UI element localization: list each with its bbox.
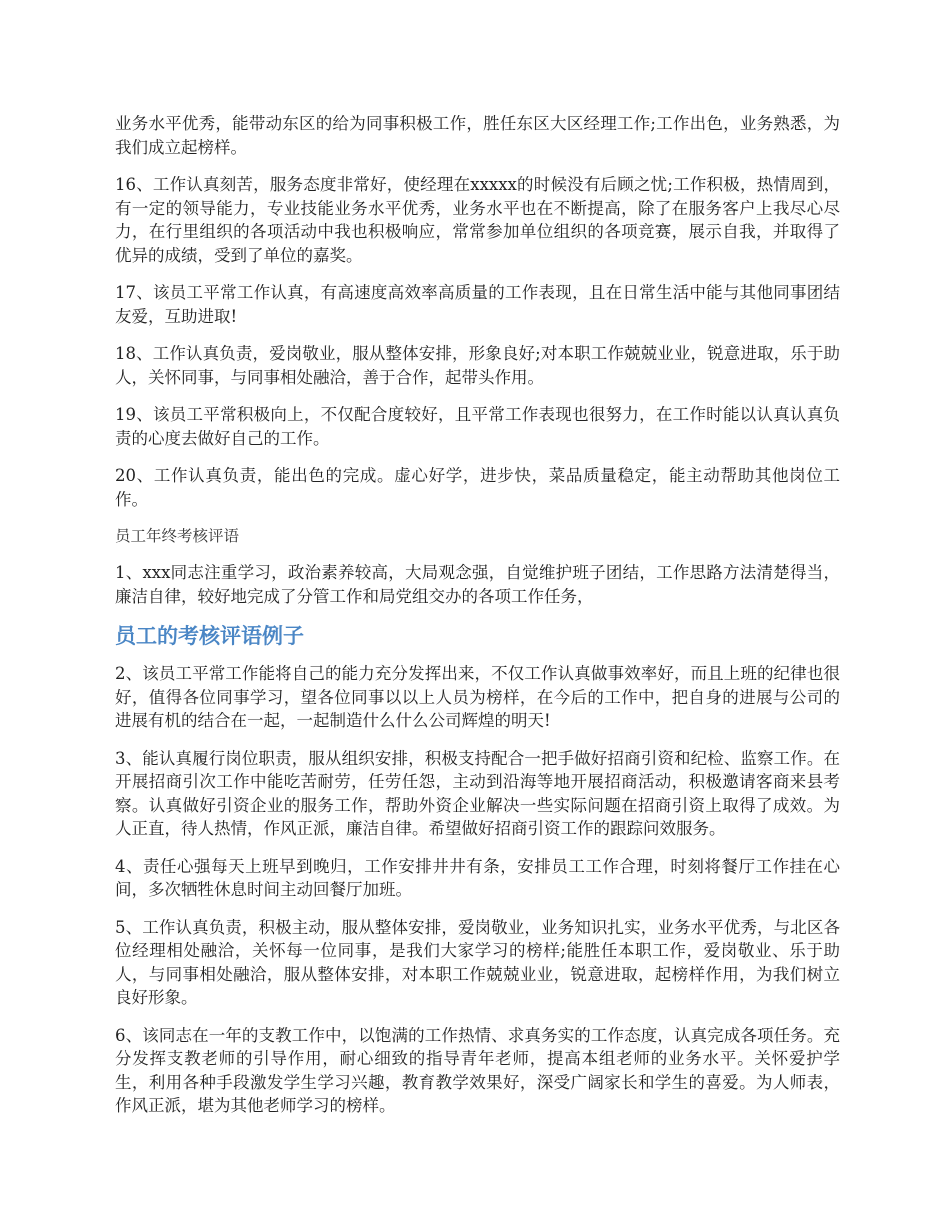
section-heading: 员工的考核评语例子 — [115, 624, 304, 648]
paragraph-5: 5、工作认真负责，积极主动，服从整体安排，爱岗敬业，业务知识扎实，业务水平优秀，与北区各位经理相处融洽，关怀每一位同事，是我们大家学习的榜样;能胜任本职工作，爱岗敬业、乐于助人，与同事相处融洽，服从整体安排，对本职工作兢兢业业，锐意进取，起榜样作用，为我们树立良好形象。 — [115, 917, 840, 1007]
section-label: 员工年终考核评语 — [115, 527, 240, 545]
paragraph-4: 4、责任心强每天上班早到晚归，工作安排井井有条，安排员工工作合理，时刻将餐厅工作挂在心间，多次牺牲休息时间主动回餐厅加班。 — [115, 856, 840, 899]
paragraph-2: 2、该员工平常工作能将自己的能力充分发挥出来，不仅工作认真做事效率好，而且上班的纪律也很好，值得各位同事学习，望各位同事以以上人员为榜样，在今后的工作中，把自身的进展与公司的进展有机的结合在一起，一起制造什么什么公司辉煌的明天! — [115, 664, 840, 730]
paragraph-18: 18、工作认真负责，爱岗敬业，服从整体安排，形象良好;对本职工作兢兢业业，锐意进取，乐于助人，关怀同事，与同事相处融洽，善于合作，起带头作用。 — [115, 344, 840, 387]
paragraph-19: 19、该员工平常积极向上，不仅配合度较好，且平常工作表现也很努力，在工作时能以认真认真负责的心度去做好自己的工作。 — [115, 405, 840, 448]
paragraph-20: 20、工作认真负责，能出色的完成。虚心好学，进步快，菜品质量稳定，能主动帮助其他岗位工作。 — [115, 466, 840, 509]
paragraph-1: 1、xxx同志注重学习，政治素养较高，大局观念强，自觉维护班子团结，工作思路方法清楚得当，廉洁自律，较好地完成了分管工作和局党组交办的各项工作任务， — [115, 563, 840, 606]
paragraph-17: 17、该员工平常工作认真，有高速度高效率高质量的工作表现，且在日常生活中能与其他同事团结友爱，互助进取! — [115, 283, 840, 326]
paragraph-3: 3、能认真履行岗位职责，服从组织安排，积极支持配合一把手做好招商引资和纪检、监察工作。在开展招商引次工作中能吃苦耐劳，任劳任怨，主动到沿海等地开展招商活动，积极邀请客商来县考察。认真做好引资企业的服务工作，帮助外资企业解决一些实际问题在招商引资上取得了成效。为人正直，待人热情，作风正派，廉洁自律。希望做好招商引资工作的跟踪问效服务。 — [115, 748, 840, 838]
paragraph-15-continued: 业务水平优秀，能带动东区的给为同事积极工作，胜任东区大区经理工作;工作出色，业务熟悉，为我们成立起榜样。 — [115, 114, 840, 157]
document-page — [115, 110, 840, 1132]
paragraph-16: 16、工作认真刻苦，服务态度非常好，使经理在xxxxx的时候没有后顾之忧;工作积极，热情周到，有一定的领导能力，专业技能业务水平优秀，业务水平也在不断提高，除了在服务客户上我尽心尽力，在行里组织的各项活动中我也积极响应，常常参加单位组织的各项竞赛，展示自我，并取得了优异的成绩，受到了单位的嘉奖。 — [115, 175, 840, 265]
paragraph-6: 6、该同志在一年的支教工作中，以饱满的工作热情、求真务实的工作态度，认真完成各项任务。充分发挥支教老师的引导作用，耐心细致的指导青年老师，提高本组老师的业务水平。关怀爱护学生，利用各种手段激发学生学习兴趣，教育教学效果好，深受广阔家长和学生的喜爱。为人师表，作风正派，堪为其他老师学习的榜样。 — [115, 1025, 840, 1115]
